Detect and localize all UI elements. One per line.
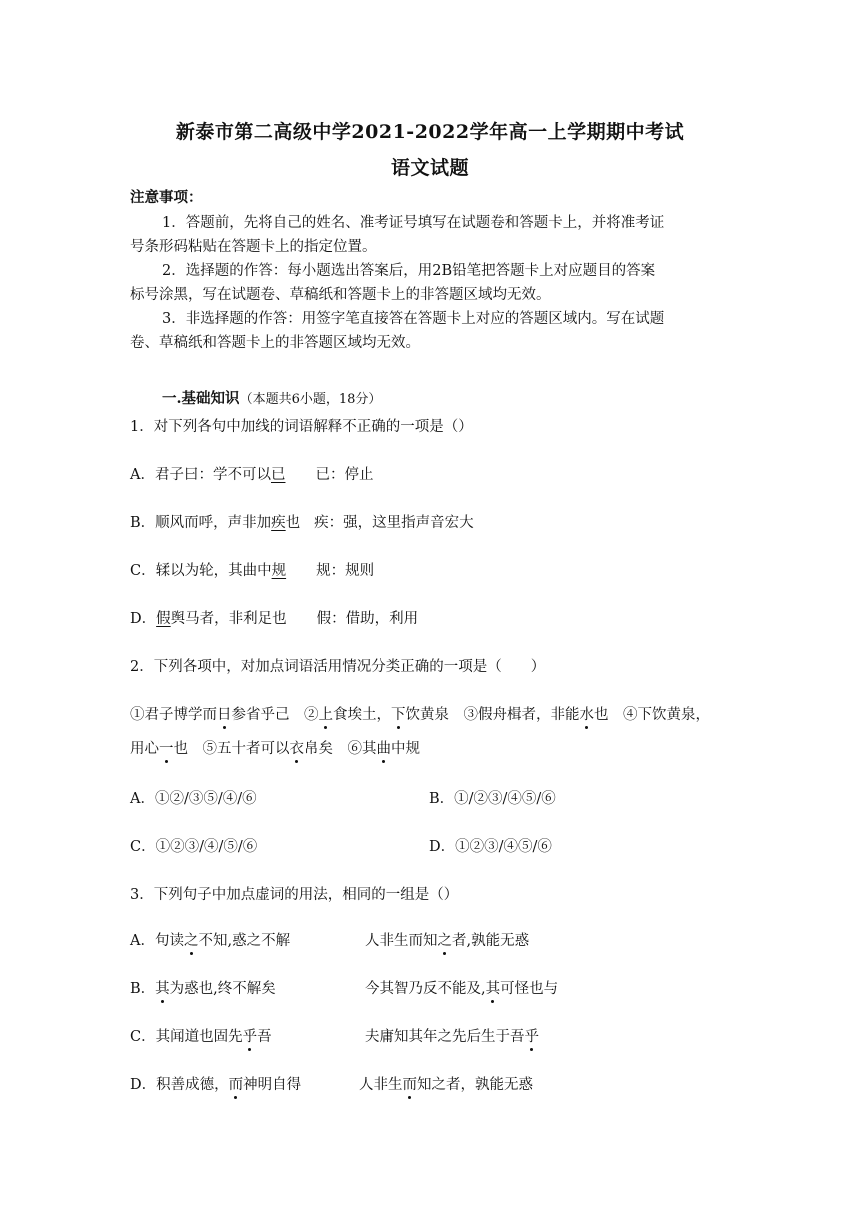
q3-b-dotted-word-1: 其 [155, 981, 170, 997]
q1-a-explanation: 已：停止 [315, 467, 374, 483]
q2-s3-text: ③假舟楫者，非能 [463, 707, 580, 723]
q3-b-text-1: 为惑也,终不解矣 [169, 981, 276, 997]
notice-item-3-line-1: 3．非选择题的作答：用签字笔直接答在答题卡上对应的答题区域内。写在试题 [162, 311, 665, 327]
q2-s4-text: ④下饮黄泉， [623, 707, 710, 723]
q3-c-text-2: 吾 [257, 1029, 272, 1045]
q1-option-a [130, 463, 373, 484]
q1-d-underlined-word: 假 [156, 611, 171, 627]
q2-s5-dotted-word: 衣 [289, 741, 304, 757]
q2-s1-text-end: 参省乎己 [231, 707, 304, 723]
q3-a-text-1: A．句读 [130, 933, 184, 949]
q1-b-explanation: 疾：强，这里指声音宏大 [314, 515, 474, 531]
q3-d-text-1: D．积善成德， [130, 1077, 229, 1093]
q2-s4-dotted-word: 一 [159, 741, 174, 757]
q3-b-text-2: 今其智乃反不能及, [365, 981, 486, 997]
q2-s1-dotted-word: 日 [217, 707, 232, 723]
q3-b-dotted-word-2: 其 [485, 981, 501, 997]
q3-option-b-left [130, 977, 276, 998]
notice-item-2-line-2: 标号涂黑，写在试题卷、草稿纸和答题卡上的非答题区域均无效。 [130, 287, 551, 303]
section-heading [162, 387, 381, 408]
q1-stem: 1．对下列各句中加线的词语解释不正确的一项是（） [130, 419, 473, 435]
q3-d-text-3: 人非生 [359, 1077, 403, 1093]
q3-option-c-left [130, 1025, 272, 1046]
q3-c-text-3: 夫庸知其年之先后生于吾 [365, 1029, 525, 1045]
q2-s3-dotted-word: 水 [579, 707, 594, 723]
q3-a-dotted-word-1: 之 [183, 933, 199, 949]
q2-option-d: D．①②③/④⑤/⑥ [429, 839, 552, 855]
q3-stem: 3．下列句子中加点虚词的用法，相同的一组是（） [130, 887, 459, 903]
notice-heading: 注意事项： [130, 189, 203, 206]
q1-c-underlined-word: 规 [271, 563, 287, 579]
notice-item-2-line-1: 2．选择题的作答：每小题选出答案后，用2B铅笔把答题卡上对应题目的答案 [162, 263, 656, 279]
q2-s1-text: ①君子博学而 [130, 707, 217, 723]
q1-b-text: B．顺风而呼，声非加 [130, 515, 272, 531]
q1-option-d [130, 607, 418, 628]
q1-d-explanation: 假：借助，利用 [316, 611, 419, 627]
q1-a-text: A．君子曰：学不可以 [130, 467, 271, 483]
q2-s2-number: ② [304, 707, 319, 723]
section-note: （本题共6小题，18分） [239, 392, 382, 407]
q1-d-label: D． [130, 611, 157, 627]
q2-l2-text-3: 帛矣 ⑥其 [304, 741, 377, 757]
q3-d-text-4: 知之者，孰能无惑 [417, 1077, 533, 1093]
q2-option-b: B．①/②③/④⑤/⑥ [429, 791, 556, 807]
q3-b-label: B． [130, 981, 156, 997]
q3-option-d-left [130, 1073, 301, 1094]
q3-a-text-4: 者,孰能无惑 [452, 933, 530, 949]
q2-s3-text-end: 也 [594, 707, 623, 723]
q2-l2-text-1: 用心 [130, 741, 159, 757]
q1-b-text-end: 也 [285, 515, 301, 531]
q3-d-text-2: 神明自得 [243, 1077, 302, 1093]
q1-option-c [130, 559, 374, 580]
q2-s2-text-end: 饮黄泉 [405, 707, 464, 723]
q3-a-text-3: 人非生而知 [365, 933, 438, 949]
q2-stem: 2．下列各项中，对加点词语活用情况分类正确的一项是（ ） [130, 659, 546, 675]
q3-a-dotted-word-2: 之 [437, 933, 452, 949]
q3-d-dotted-word-1: 而 [228, 1077, 244, 1093]
q2-l2-text-2: 也 ⑤五十者可以 [173, 741, 290, 757]
q1-b-underlined-word: 疾 [271, 515, 286, 531]
q2-l2-text-4: 中规 [391, 741, 420, 757]
q2-option-a: A．①②/③⑤/④/⑥ [130, 791, 257, 807]
q2-s6-dotted-word: 曲 [376, 741, 391, 757]
q3-option-a-right [365, 929, 529, 950]
q3-option-a-left [130, 929, 290, 950]
q3-option-c-right [365, 1025, 539, 1046]
q3-c-dotted-word-1: 乎 [242, 1029, 258, 1045]
q1-c-explanation: 规：规则 [316, 563, 375, 579]
q3-option-b-right [365, 977, 558, 998]
notice-item-1-line-2: 号条形码粘贴在答题卡上的指定位置。 [130, 239, 377, 255]
notice-item-1-line-1: 1．答题前，先将自己的姓名、准考证号填写在试题卷和答题卡上，并将准考证 [162, 215, 665, 231]
exam-subtitle: 语文试题 [390, 157, 469, 179]
q2-option-c: C．①②③/④/⑤/⑥ [130, 839, 258, 855]
q2-s2-dotted-word-1: 上 [318, 707, 333, 723]
q3-c-dotted-word-2: 乎 [524, 1029, 539, 1045]
q1-a-underlined-word: 已 [270, 467, 286, 483]
q3-option-d-right [359, 1073, 533, 1094]
q3-a-text-2: 不知,惑之不解 [198, 933, 291, 949]
q2-sentences-line-2 [130, 737, 420, 758]
notice-item-3-line-2: 卷、草稿纸和答题卡上的非答题区域均无效。 [130, 335, 420, 351]
q3-d-dotted-word-2: 而 [402, 1077, 417, 1093]
exam-title: 新泰市第二高级中学2021-2022学年高一上学期期中考试 [175, 121, 685, 143]
section-title: 一.基础知识 [162, 390, 240, 407]
q1-option-b [130, 511, 474, 532]
q3-c-text-1: C．其闻道也固先 [130, 1029, 243, 1045]
q2-sentences-line-1 [130, 703, 710, 724]
q1-c-text: C．𫐓以为轮，其曲中 [130, 563, 272, 579]
q1-d-text: 舆马者，非利足也 [170, 611, 287, 627]
q2-s2-text: 食埃土， [333, 707, 391, 723]
q3-b-text-3: 可怪也与 [500, 981, 559, 997]
q2-s2-dotted-word-2: 下 [391, 707, 406, 723]
